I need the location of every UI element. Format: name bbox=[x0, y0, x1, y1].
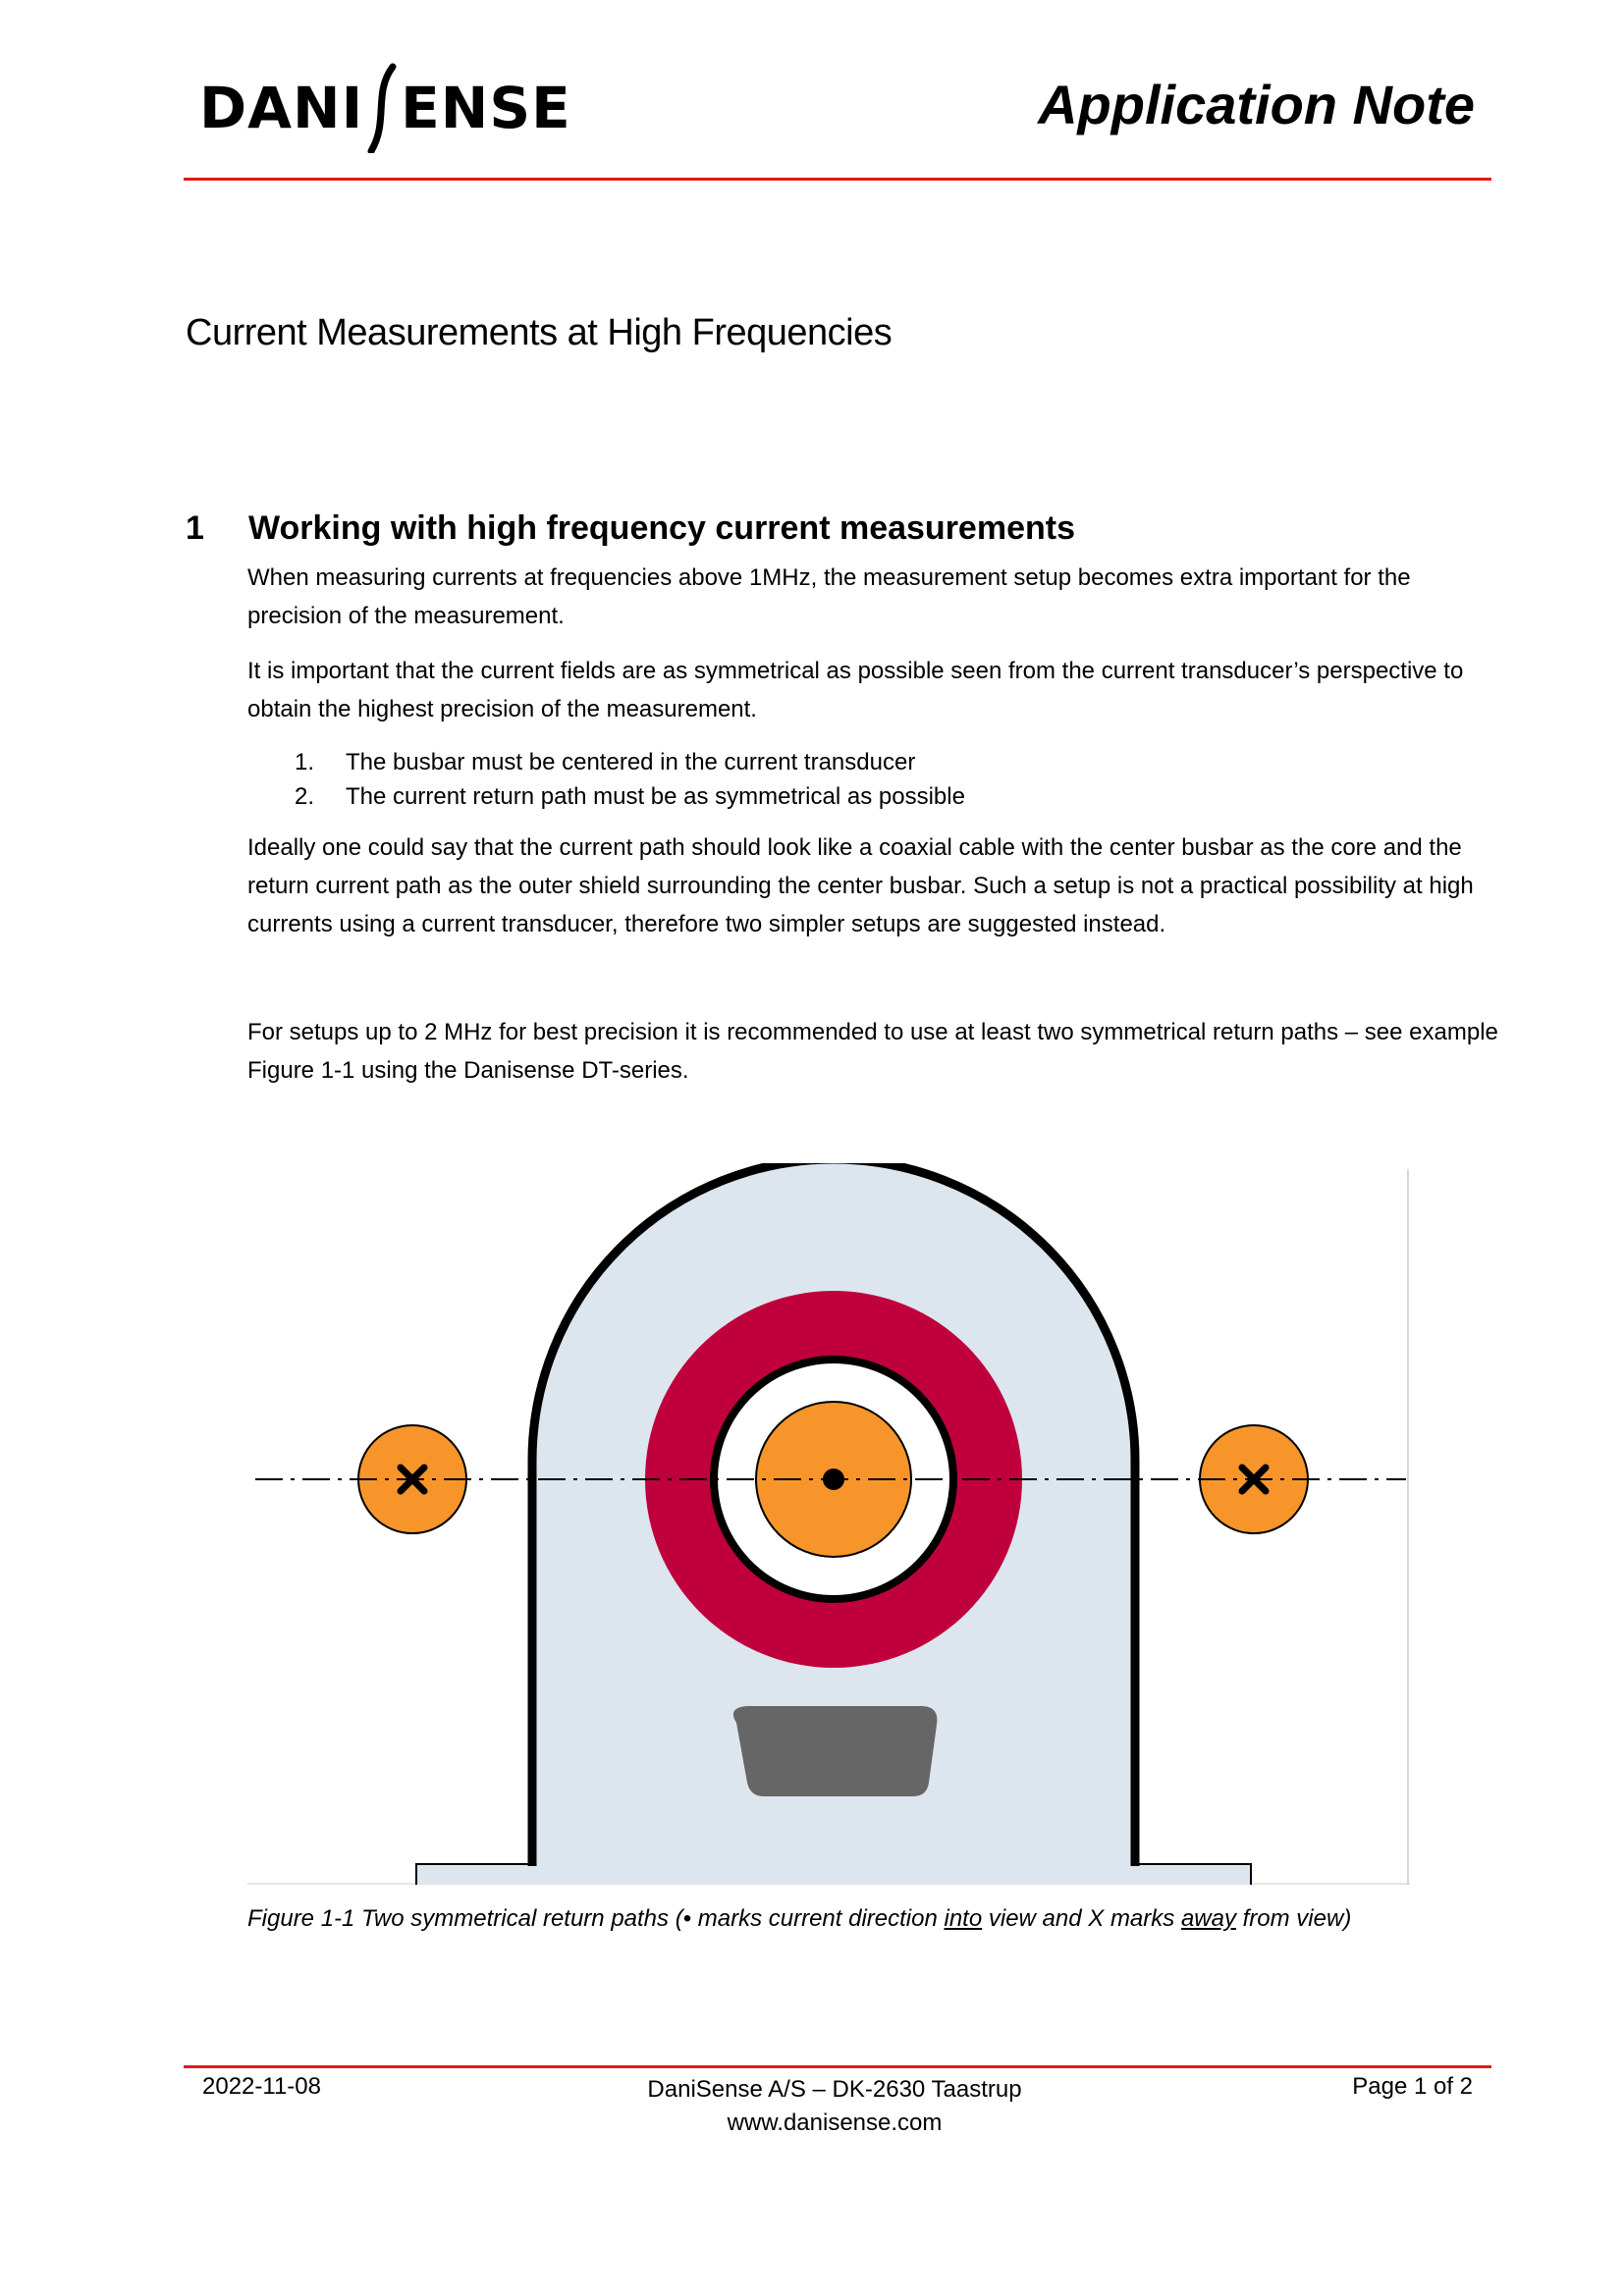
current-into-view-dot bbox=[823, 1468, 844, 1490]
connector bbox=[733, 1706, 938, 1796]
footer-website: www.danisense.com bbox=[727, 2109, 943, 2136]
doc-type-heading: Application Note bbox=[1038, 74, 1475, 135]
list-number: 1. bbox=[295, 749, 315, 775]
caption-text: Figure 1-1 Two symmetrical return paths (• marks current direction bbox=[247, 1905, 945, 1932]
section-heading-text: Working with high frequency current measurements bbox=[248, 509, 1075, 547]
figure-dt-series-return-paths bbox=[247, 1163, 1410, 1885]
caption-text: from view) bbox=[1235, 1905, 1352, 1932]
logo-slash-mark bbox=[367, 63, 397, 153]
list-number: 2. bbox=[295, 783, 315, 810]
requirements-list bbox=[295, 745, 965, 814]
paragraph: Ideally one could say that the current path should look like a coaxial cable with the center busbar as the core and the return current path as the outer shield surrounding the center busbar. Such a setup is not a practical possibility at high currents using a current transducer, therefore two simpler setups are suggested instead. bbox=[247, 834, 1474, 937]
header-divider bbox=[184, 178, 1491, 181]
paragraph: For setups up to 2 MHz for best precision it is recommended to use at least two symmetrical return paths – see example Figure 1-1 using the Danisense DT-series. bbox=[247, 1019, 1498, 1084]
list-item bbox=[295, 779, 965, 814]
caption-text: view and X marks bbox=[982, 1905, 1181, 1932]
footer-date: 2022-11-08 bbox=[202, 2073, 321, 2100]
figure-caption bbox=[247, 1905, 1351, 1933]
danisense-logo bbox=[199, 63, 571, 153]
base-plate bbox=[416, 1864, 1251, 1885]
list-item bbox=[295, 745, 965, 779]
paragraph: When measuring currents at frequencies above 1MHz, the measurement setup becomes extra important for the precision of the measurement. bbox=[247, 564, 1411, 629]
caption-into: into bbox=[944, 1905, 983, 1932]
logo-text-right: ENSE bbox=[401, 75, 571, 141]
section-number: 1 bbox=[186, 509, 204, 547]
page-title: Current Measurements at High Frequencies bbox=[186, 312, 893, 353]
list-text: The current return path must be as symmetrical as possible bbox=[346, 783, 965, 810]
caption-away: away bbox=[1180, 1905, 1236, 1932]
list-text: The busbar must be centered in the current transducer bbox=[346, 749, 916, 775]
paragraph: It is important that the current fields are as symmetrical as possible seen from the current transducer’s perspective to obtain the highest precision of the measurement. bbox=[247, 658, 1464, 722]
footer-company: DaniSense A/S – DK-2630 Taastrup bbox=[647, 2076, 1022, 2103]
logo-text-left: DANI bbox=[199, 75, 364, 141]
section-heading bbox=[186, 509, 1075, 548]
transducer-diagram bbox=[247, 1163, 1410, 1885]
page-number: Page 1 of 2 bbox=[1352, 2073, 1473, 2100]
footer-divider bbox=[184, 2065, 1491, 2068]
